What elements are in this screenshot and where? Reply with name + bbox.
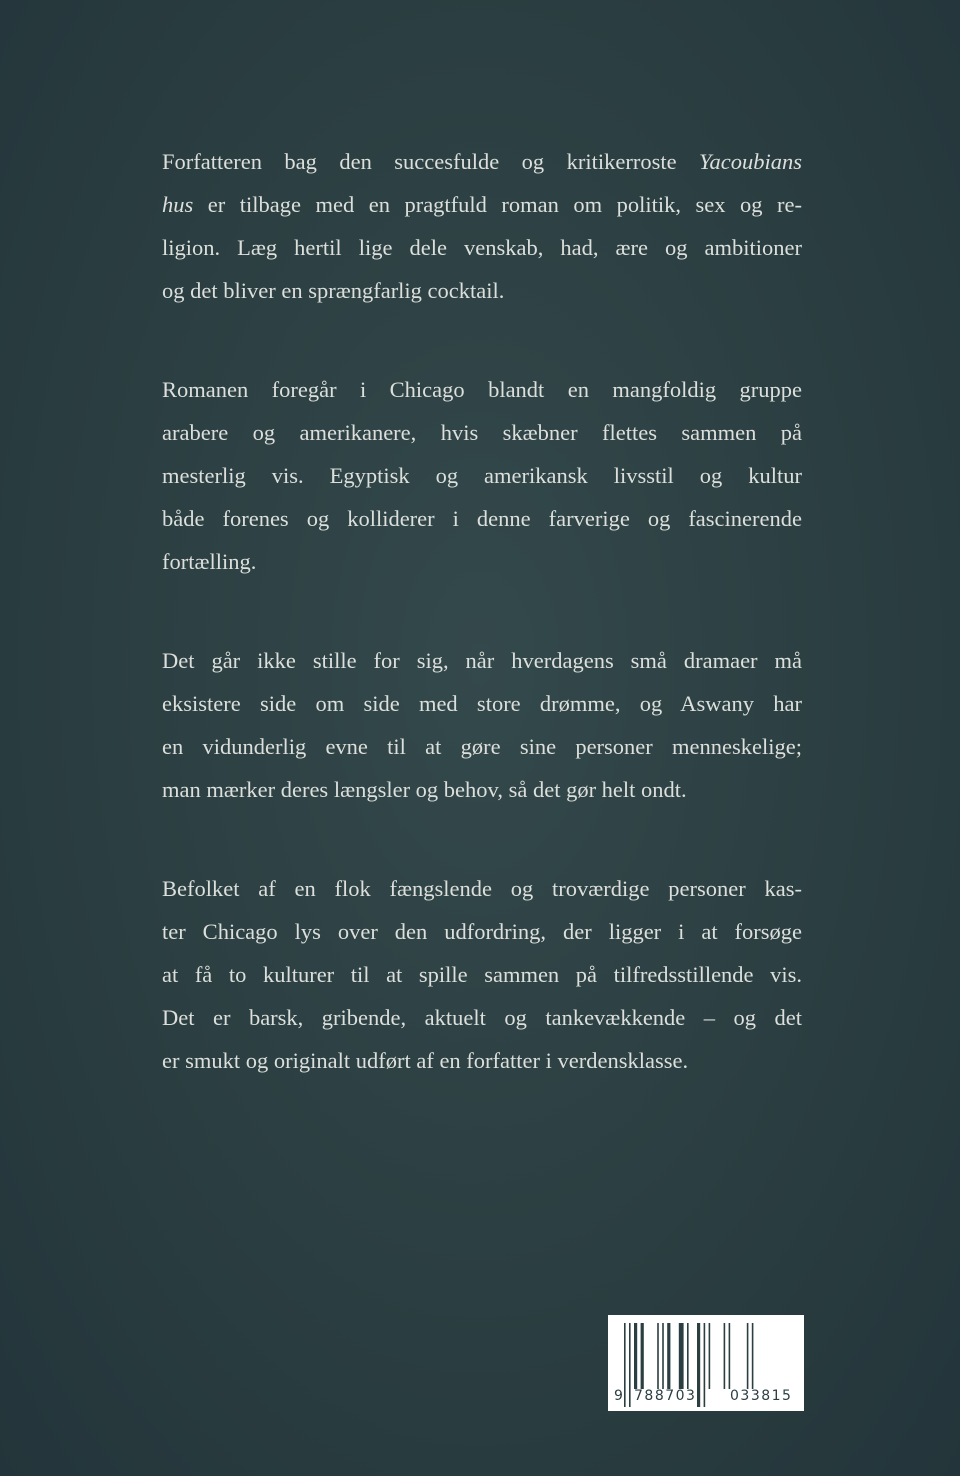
blurb-text: fortælling. [162,549,257,574]
blurb-line [162,140,802,183]
blurb-line [162,226,802,269]
blurb-text: mesterlig vis. Egyptisk og amerikansk livsstil og kultur [162,463,802,488]
blurb-text: Det går ikke stille for sig, når hverdagens små dramaer må [162,648,802,673]
blurb-text: både forenes og kolliderer i denne farverige og fascinerende [162,506,802,531]
barcode-right-group: 033815 [730,1388,793,1404]
blurb-text: Romanen foregår i Chicago blandt en mangfoldig gruppe [162,377,802,402]
blurb-paragraph [162,368,802,583]
blurb-line [162,454,802,497]
blurb-paragraph [162,867,802,1082]
blurb-text: og det bliver en sprængfarlig cocktail. [162,278,505,303]
barcode-first-digit: 9 [614,1388,623,1404]
book-title-italic: Yacoubians [699,149,802,174]
blurb-line [162,411,802,454]
blurb-text: er tilbage med en pragtfuld roman om politik, sex og re- [193,192,802,217]
blurb-text: Befolket af en flok fængslende og troværdige personer kas- [162,876,802,901]
blurb-line [162,768,802,811]
barcode-bar [704,1323,706,1407]
blurb-text: ligion. Læg hertil lige dele venskab, had, ære og ambitioner [162,235,802,260]
blurb-text: Forfatteren bag den succesfulde og kritikerroste [162,149,700,174]
barcode-bar [752,1323,754,1389]
barcode-left-group: 788703 [634,1388,697,1404]
barcode-bar [697,1323,700,1407]
blurb-text: er smukt og originalt udført af en forfatter i verdensklasse. [162,1048,689,1073]
blurb-line [162,497,802,540]
barcode-bar [624,1323,626,1407]
book-title-italic: hus [162,192,194,217]
barcode-bar [679,1323,684,1389]
barcode-bar [657,1323,659,1389]
blurb-line [162,725,802,768]
blurb-line [162,867,802,910]
blurb-text: at få to kulturer til at spille sammen på tilfredsstillende vis. [162,962,802,987]
blurb-text: man mærker deres længsler og behov, så det gør helt ondt. [162,777,687,802]
back-cover-blurb [162,140,802,1138]
blurb-text: Det er barsk, gribende, aktuelt og tankevækkende – og det [162,1005,802,1030]
blurb-paragraph [162,639,802,811]
blurb-text: eksistere side om side med store drømme, og Aswany har [162,691,802,716]
barcode-bar [634,1323,637,1389]
barcode-bar [709,1323,711,1389]
blurb-line [162,269,802,312]
blurb-text: arabere og amerikanere, hvis skæbner flettes sammen på [162,420,802,445]
barcode-bar [724,1323,726,1389]
blurb-text: en vidunderlig evne til at gøre sine personer menneskelige; [162,734,802,759]
barcode-bar [729,1323,731,1389]
blurb-line [162,1039,802,1082]
barcode-bar [629,1323,631,1407]
blurb-line [162,953,802,996]
blurb-paragraph [162,140,802,312]
barcode-bar [641,1323,644,1389]
blurb-line [162,996,802,1039]
barcode-bar [662,1323,664,1389]
blurb-line [162,682,802,725]
blurb-text: ter Chicago lys over den udfordring, der ligger i at forsøge [162,919,802,944]
blurb-line [162,368,802,411]
barcode-bar [687,1323,689,1389]
blurb-line [162,639,802,682]
blurb-line [162,910,802,953]
barcode-bar [747,1323,749,1389]
barcode-bar [667,1323,670,1389]
blurb-line [162,183,802,226]
blurb-line [162,540,802,583]
isbn-barcode [608,1315,804,1411]
